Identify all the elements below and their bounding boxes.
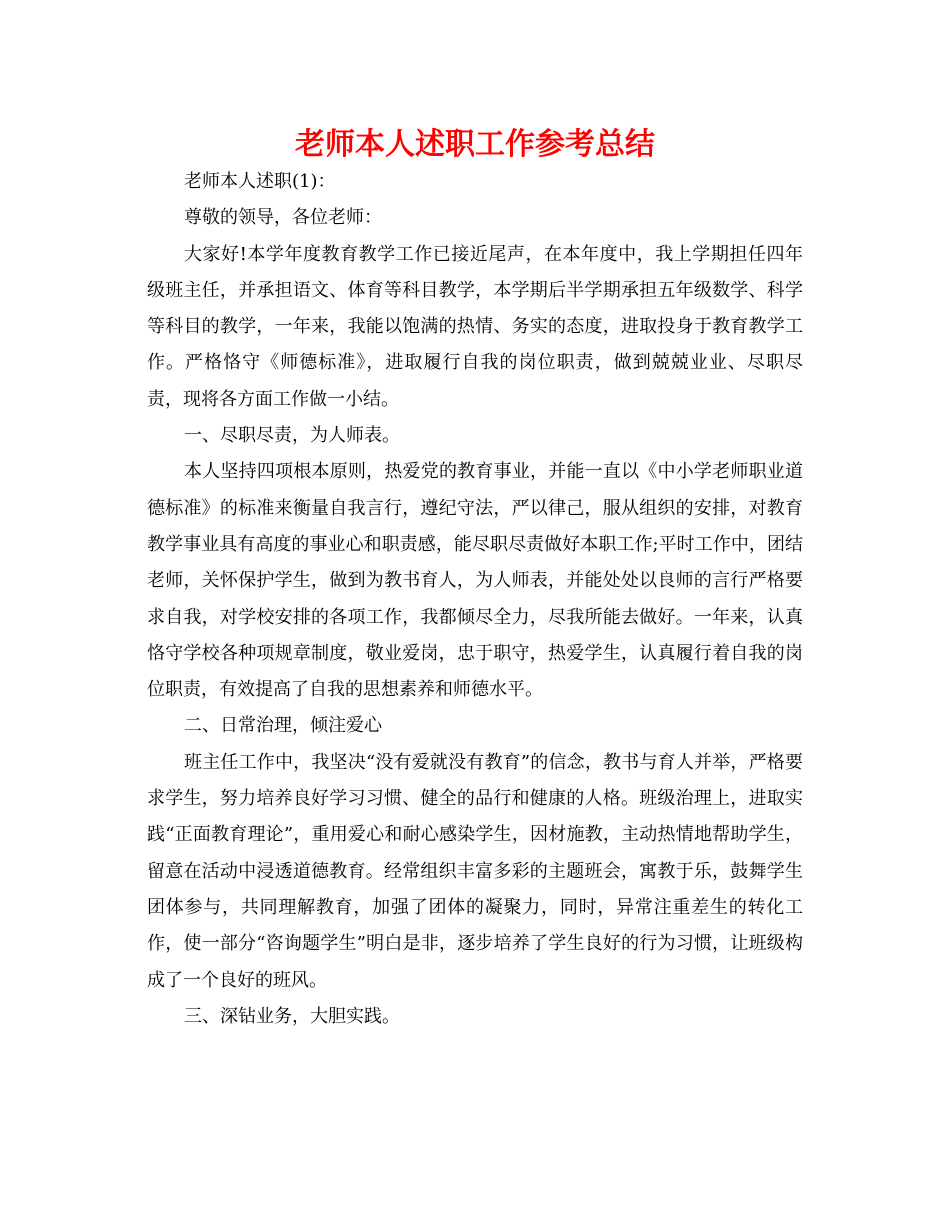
section-heading: 老师本人述职(1)： [184, 171, 336, 192]
body-paragraph: 大家好!本学年度教育教学工作已接近尾声，在本年度中，我上学期担任四年级班主任，并承担语文、体育等科目教学，本学期后半学期承担五年级数学、科学等科目的教学，一年来，我能以饱满的热情、务实的态度，进取投身于教育教学工作。严格恪守《师德标准》，进取履行自我的岗位职责，做到兢兢业业、尽职尽责，现将各方面工作做一小结。 [147, 243, 803, 410]
section-heading: 二、日常治理，倾注爱心 [184, 715, 382, 737]
salutation: 尊敬的领导，各位老师： [184, 207, 382, 229]
section-heading: 一、尽职尽责，为人师表。 [184, 425, 400, 447]
section-heading: 三、深钻业务，大胆实践。 [184, 1005, 400, 1027]
body-paragraph: 本人坚持四项根本原则，热爱党的教育事业，并能一直以《中小学老师职业道德标准》的标准来衡量自我言行，遵纪守法，严以律己，服从组织的安排，对教育教学事业具有高度的事业心和职责感，能尽职尽责做好本职工作;平时工作中，团结老师，关怀保护学生，做到为教书育人，为人师表，并能处处以良师的言行严格要求自我，对学校安排的各项工作，我都倾尽全力，尽我所能去做好。一年来，认真恪守学校各种项规章制度，敬业爱岗，忠于职守，热爱学生，认真履行着自我的岗位职责，有效提高了自我的思想素养和师德水平。 [147, 461, 803, 701]
body-paragraph: 班主任工作中，我坚决“没有爱就没有教育”的信念，教书与育人并举，严格要求学生，努力培养良好学习习惯、健全的品行和健康的人格。班级治理上，进取实践“正面教育理论”，重用爱心和耐心感染学生，因材施教，主动热情地帮助学生，留意在活动中浸透道德教育。经常组织丰富多彩的主题班会，寓教于乐，鼓舞学生团体参与，共同理解教育，加强了团体的凝聚力，同时，异常注重差生的转化工作，使一部分“咨询题学生”明白是非，逐步培养了学生良好的行为习惯，让班级构成了一个良好的班风。 [147, 751, 803, 991]
document-body [147, 164, 803, 1035]
document-title: 老师本人述职工作参考总结 [295, 127, 655, 162]
